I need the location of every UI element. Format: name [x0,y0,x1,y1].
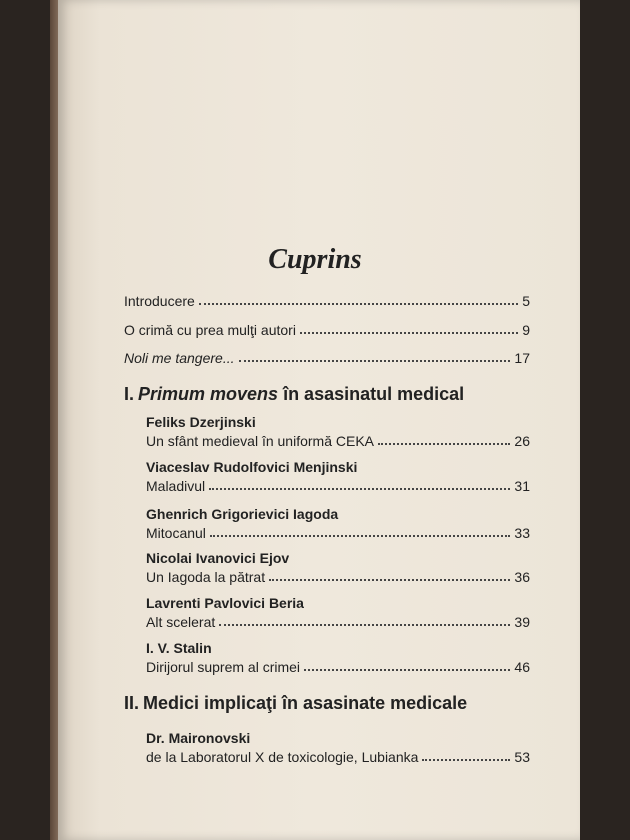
person-name: Dr. Maironovski [146,730,251,746]
toc-entry-label: Introducere [124,293,195,309]
toc-person-entry [146,506,530,541]
toc-entry-label: O crimă cu prea mulţi autori [124,322,296,338]
toc-page-number: 53 [514,749,530,765]
section-text: Medici implicaţi în asasinate medicale [143,693,468,713]
toc-page-number: 5 [522,293,530,309]
toc-page-number: 33 [514,525,530,541]
person-name: Feliks Dzerjinski [146,414,256,430]
toc-person-entry [146,730,530,765]
section-heading [124,384,544,405]
toc-entry-label: Mitocanul [146,525,206,541]
toc-entry [124,293,530,309]
section-italic-text: Primum movens [138,384,279,404]
toc-entry-label: Dirijorul suprem al crimei [146,659,301,675]
person-name: Viaceslav Rudolfovici Menjinski [146,459,358,475]
toc-person-entry [146,595,530,630]
leader-dots [304,669,510,671]
leader-dots [300,332,518,334]
person-name: I. V. Stalin [146,640,212,656]
person-name: Nicolai Ivanovici Ejov [146,550,290,566]
toc-page-number: 31 [514,478,530,494]
page-title: Cuprins [268,244,362,275]
toc-entry [124,322,530,338]
person-name: Lavrenti Pavlovici Beria [146,595,304,611]
toc-page-number: 17 [514,350,530,366]
toc-page-number: 46 [514,659,530,675]
toc-person-entry [146,459,530,494]
section-heading [124,693,544,714]
toc-page-number: 39 [514,614,530,630]
leader-dots [422,759,510,761]
leader-dots [209,488,510,490]
toc-entry-label: Maladivul [146,478,206,494]
leader-dots [199,303,518,305]
toc-page-number: 26 [514,433,530,449]
toc-entry-label: Un sfânt medieval în uniformă CEKA [146,433,374,449]
section-text: în asasinatul medical [278,384,465,404]
toc-entry [124,350,530,366]
leader-dots [269,579,510,581]
leader-dots [219,624,510,626]
person-name: Ghenrich Grigorievici Iagoda [146,506,339,522]
toc-entry-label: Un Iagoda la pătrat [146,569,266,585]
leader-dots [378,443,510,445]
toc-person-entry [146,640,530,675]
toc-entry-label: de la Laboratorul X de toxicologie, Lubianka [146,749,419,765]
toc-entry-label: Noli me tangere... [124,350,235,366]
leader-dots [239,360,511,362]
toc-person-entry [146,550,530,585]
toc-person-entry [146,414,530,449]
toc-entry-label: Alt scelerat [146,614,216,630]
section-number: II. [124,693,140,713]
leader-dots [210,535,511,537]
toc-page-number: 9 [522,322,530,338]
section-number: I. [124,384,135,404]
toc-page-number: 36 [514,569,530,585]
